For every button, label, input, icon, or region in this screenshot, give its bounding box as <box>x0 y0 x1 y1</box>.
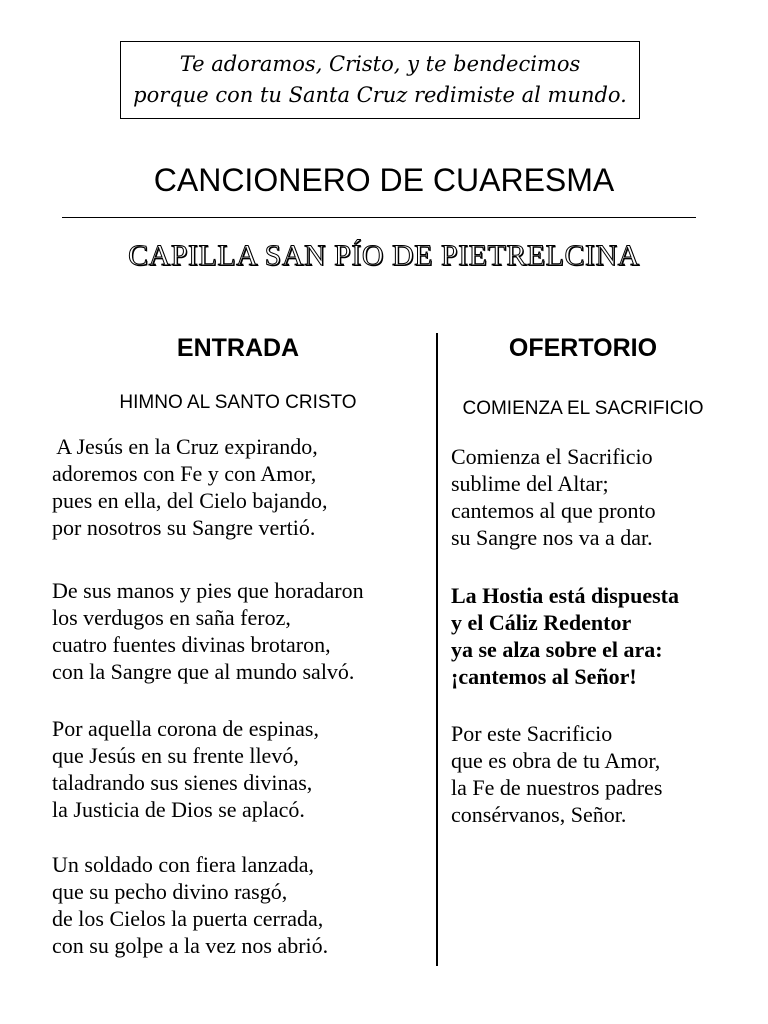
verse-line: ya se alza sobre el ara: <box>451 637 663 662</box>
verse-line: que su pecho divino rasgó, <box>52 879 288 904</box>
ofertorio-stanza-1 <box>451 443 656 551</box>
verse-line: su Sangre nos va a dar. <box>451 525 653 550</box>
entrada-stanza-1 <box>52 433 328 541</box>
ofertorio-stanza-2 <box>451 582 679 690</box>
verse-line: por nosotros su Sangre vertió. <box>52 515 316 540</box>
chapel-subtitle: CAPILLA SAN PÍO DE PIETRELCINA <box>128 239 640 272</box>
verse-line: sublime del Altar; <box>451 471 609 496</box>
title-divider <box>62 217 696 218</box>
ofertorio-stanza-3 <box>451 720 662 828</box>
verse-line: Un soldado con fiera lanzada, <box>52 852 315 877</box>
verse-line: pues en ella, del Cielo bajando, <box>52 488 328 513</box>
entrada-stanza-2 <box>52 577 364 685</box>
verse-line: taladrando sus sienes divinas, <box>52 770 313 795</box>
column-divider <box>436 333 438 966</box>
motto-box <box>120 41 640 119</box>
verse-line: De sus manos y pies que horadaron <box>52 578 364 603</box>
verse-line: consérvanos, Señor. <box>451 802 627 827</box>
verse-line: cuatro fuentes divinas brotaron, <box>52 632 331 657</box>
ofertorio-hymn-title: COMIENZA EL SACRIFICIO <box>462 398 704 419</box>
entrada-stanza-4 <box>52 851 328 959</box>
verse-line: de los Cielos la puerta cerrada, <box>52 906 324 931</box>
verse-line: la Fe de nuestros padres <box>451 775 663 800</box>
page-title: CANCIONERO DE CUARESMA <box>153 162 615 198</box>
verse-line: Por este Sacrificio <box>451 721 613 746</box>
verse-line: con la Sangre que al mundo salvó. <box>52 659 355 684</box>
verse-line: que Jesús en su frente llevó, <box>52 743 299 768</box>
motto-line-2: porque con tu Santa Cruz redimiste al mundo. <box>133 83 627 107</box>
verse-line: los verdugos en saña feroz, <box>52 605 291 630</box>
verse-line: Comienza el Sacrificio <box>451 444 653 469</box>
verse-line: adoremos con Fe y con Amor, <box>52 461 317 486</box>
entrada-heading: ENTRADA <box>176 334 300 362</box>
verse-line: cantemos al que pronto <box>451 498 656 523</box>
entrada-hymn-title: HIMNO AL SANTO CRISTO <box>119 392 357 413</box>
verse-line: La Hostia está dispuesta <box>451 583 679 608</box>
motto-line-1: Te adoramos, Cristo, y te bendecimos <box>179 52 581 76</box>
verse-line: que es obra de tu Amor, <box>451 748 661 773</box>
verse-line: A Jesús en la Cruz expirando, <box>52 434 318 459</box>
verse-line: con su golpe a la vez nos abrió. <box>52 933 329 958</box>
ofertorio-heading: OFERTORIO <box>508 334 658 362</box>
entrada-stanza-3 <box>52 715 319 823</box>
verse-line: ¡cantemos al Señor! <box>451 664 637 689</box>
verse-line: la Justicia de Dios se aplacó. <box>52 797 305 822</box>
verse-line: y el Cáliz Redentor <box>451 610 632 635</box>
verse-line: Por aquella corona de espinas, <box>52 716 319 741</box>
